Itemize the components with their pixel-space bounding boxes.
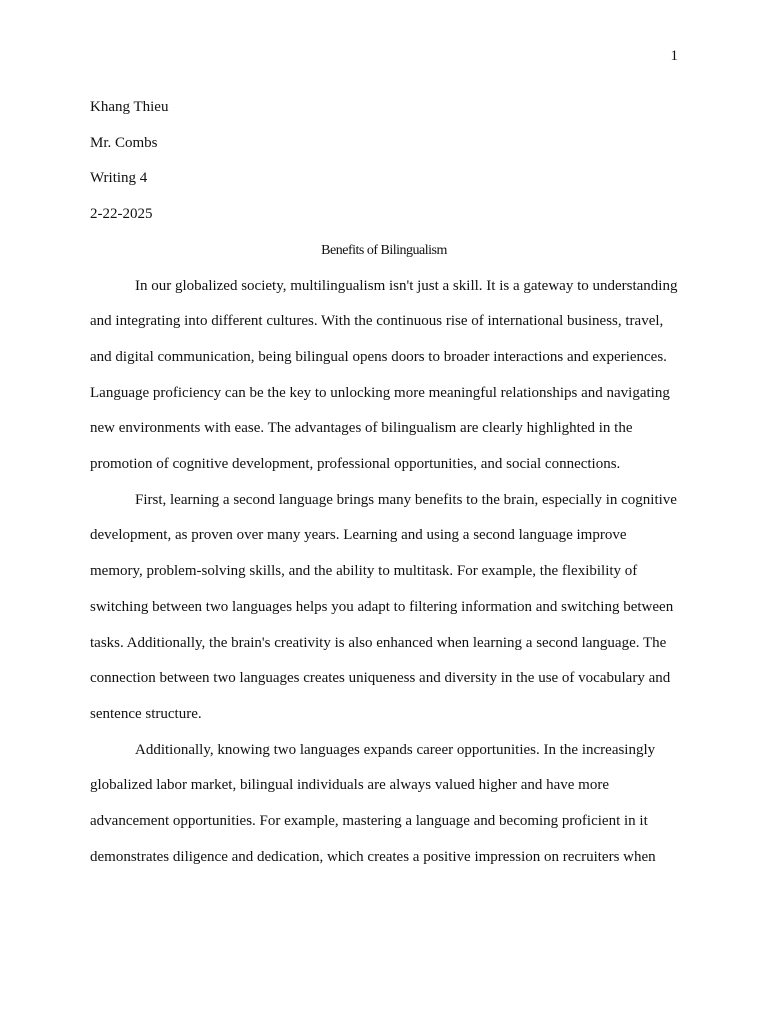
intro-paragraph: In our globalized society, multilingualism isn't just a skill. It is a gateway to understanding and integrating into different cultures. With the continuous rise of international business, travel, and digital communication, being bilingual opens doors to broader interactions and experiences. Language proficiency can be the key to unlocking more meaningful relationships and navigating new environments with ease. The advantages of bilingualism are clearly highlighted in the promotion of cognitive development, professional opportunities, and social connections. — [90, 277, 678, 473]
document-date: 2-22-2025 — [90, 206, 153, 223]
author-name: Khang Thieu — [90, 99, 169, 115]
instructor-name: Mr. Combs — [90, 134, 158, 151]
page-number: 1 — [670, 48, 678, 64]
document-body — [90, 90, 678, 875]
cognitive-paragraph: First, learning a second language brings many benefits to the brain, especially in cognitive development, as proven over many years. Learning and using a second language improve memory, problem-solving skills, and the ability to multitask. For example, the flexibility of switching between two languages helps you adapt to filtering information and switching between tasks. Additionally, the brain's creativity is also enhanced when learning a second language. The connection between two languages creates uniqueness and diversity in the use of vocabulary and sentence structure. — [90, 491, 677, 722]
course-name: Writing 4 — [90, 170, 148, 187]
essay-title: Benefits of Bilingualism — [321, 242, 447, 258]
career-paragraph: Additionally, knowing two languages expands career opportunities. In the increasingly globalized labor market, bilingual individuals are always valued higher and have more advancement opportunities. For example, mastering a language and becoming proficient in it demonstrates diligence and dedication, which creates a positive impression on recruiters when — [90, 741, 656, 865]
